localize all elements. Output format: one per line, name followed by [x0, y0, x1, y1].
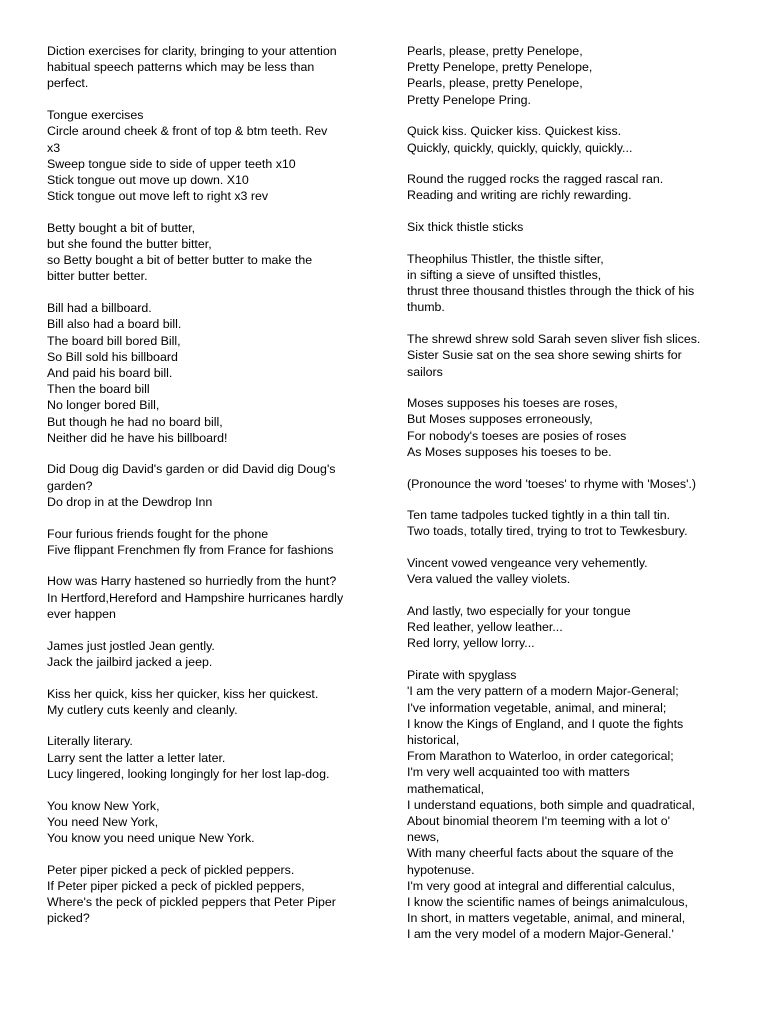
text-line: Vera valued the valley violets.	[407, 572, 571, 587]
text-line: ever happen	[47, 606, 116, 621]
paragraph	[47, 220, 367, 285]
text-line: Sister Susie sat on the sea shore sewing shirts for	[407, 348, 682, 363]
text-line: picked?	[47, 911, 90, 926]
paragraph	[47, 300, 367, 446]
text-line: but she found the butter bitter,	[47, 237, 212, 252]
text-line: Where's the peck of pickled peppers that Peter Piper	[47, 895, 336, 910]
text-line: And lastly, two especially for your tongue	[407, 604, 631, 619]
text-line: The shrewd shrew sold Sarah seven sliver fish slices.	[407, 332, 701, 347]
text-line: 'I am the very pattern of a modern Major-General;	[407, 684, 679, 699]
text-line: hypotenuse.	[407, 862, 475, 877]
paragraph	[407, 251, 725, 316]
text-line: Red leather, yellow leather...	[407, 620, 563, 635]
paragraph	[407, 219, 725, 235]
text-line: Reading and writing are richly rewarding.	[407, 188, 632, 203]
text-line: Quick kiss. Quicker kiss. Quickest kiss.	[407, 124, 622, 139]
text-line: Theophilus Thistler, the thistle sifter,	[407, 251, 604, 266]
text-line: In short, in matters vegetable, animal, and mineral,	[407, 911, 686, 926]
text-line: Four furious friends fought for the phone	[47, 526, 269, 541]
text-line: But Moses supposes erroneously,	[407, 412, 593, 427]
paragraph	[407, 395, 725, 460]
text-line: But though he had no board bill,	[47, 414, 223, 429]
text-line: The board bill bored Bill,	[47, 333, 181, 348]
text-line: Did Doug dig David's garden or did David dig Doug's	[47, 462, 336, 477]
text-line: Stick tongue out move left to right x3 rev	[47, 189, 269, 204]
right-column	[407, 43, 725, 958]
text-line: Ten tame tadpoles tucked tightly in a thin tall tin.	[407, 508, 671, 523]
text-line: x3	[47, 140, 61, 155]
paragraph	[47, 733, 367, 782]
paragraph	[407, 43, 725, 108]
text-line: You need New York,	[47, 814, 159, 829]
text-line: Stick tongue out move up down. X10	[47, 172, 249, 187]
text-line: Round the rugged rocks the ragged rascal ran.	[407, 172, 664, 187]
paragraph	[47, 43, 367, 92]
left-column	[47, 43, 367, 942]
text-line: Jack the jailbird jacked a jeep.	[47, 654, 213, 669]
text-line: Six thick thistle sticks	[407, 220, 524, 235]
paragraph	[407, 476, 725, 492]
text-line: And paid his board bill.	[47, 365, 173, 380]
text-line: historical,	[407, 733, 460, 747]
text-line: in sifting a sieve of unsifted thistles,	[407, 268, 602, 283]
text-line: news,	[407, 830, 440, 845]
text-line: I know the Kings of England, and I quote the fights	[407, 716, 684, 731]
text-line: Do drop in at the Dewdrop Inn	[47, 494, 213, 509]
text-line: Pirate with spyglass	[407, 668, 517, 683]
text-line: garden?	[47, 478, 93, 493]
text-line: About binomial theorem I'm teeming with a lot o'	[407, 814, 670, 829]
text-line: No longer bored Bill,	[47, 398, 160, 413]
text-line: I know the scientific names of beings animalculous,	[407, 895, 688, 910]
text-line: You know you need unique New York.	[47, 830, 255, 845]
text-line: In Hertford,Hereford and Hampshire hurricanes hardly	[47, 590, 344, 605]
text-line: Then the board bill	[47, 382, 150, 397]
text-line: Bill had a billboard.	[47, 301, 152, 316]
text-line: Diction exercises for clarity, bringing to your attention	[47, 44, 337, 58]
text-line: Lucy lingered, looking longingly for her lost lap-dog.	[47, 766, 330, 781]
text-line: Pretty Penelope, pretty Penelope,	[407, 60, 593, 75]
text-line: As Moses supposes his toeses to be.	[407, 444, 612, 459]
text-line: Literally literary.	[47, 734, 133, 749]
text-line: so Betty bought a bit of better butter to make the	[47, 253, 313, 268]
text-line: I'm very good at integral and differential calculus,	[407, 878, 675, 893]
text-line: (Pronounce the word 'toeses' to rhyme with 'Moses'.)	[407, 476, 697, 491]
paragraph	[47, 461, 367, 510]
paragraph	[47, 573, 367, 622]
text-line: Pearls, please, pretty Penelope,	[407, 76, 583, 91]
text-line: Vincent vowed vengeance very vehemently.	[407, 556, 648, 571]
paragraph	[47, 638, 367, 670]
text-line: Two toads, totally tired, trying to trot to Tewkesbury.	[407, 524, 688, 539]
text-line: Pretty Penelope Pring.	[407, 92, 531, 107]
text-line: Moses supposes his toeses are roses,	[407, 396, 618, 411]
paragraph	[47, 526, 367, 558]
text-line: Tongue exercises	[47, 108, 144, 123]
text-line: I've information vegetable, animal, and mineral;	[407, 700, 667, 715]
paragraph	[407, 171, 725, 203]
text-line: From Marathon to Waterloo, in order categorical;	[407, 749, 674, 764]
text-line: sailors	[407, 364, 443, 379]
text-line: Pearls, please, pretty Penelope,	[407, 44, 583, 58]
paragraph	[407, 667, 725, 942]
text-line: Quickly, quickly, quickly, quickly, quickly...	[407, 140, 633, 155]
paragraph	[47, 798, 367, 847]
text-line: thumb.	[407, 300, 445, 315]
text-line: perfect.	[47, 76, 89, 91]
text-line: mathematical,	[407, 781, 485, 796]
text-line: Kiss her quick, kiss her quicker, kiss her quickest.	[47, 686, 319, 701]
text-line: Betty bought a bit of butter,	[47, 220, 196, 235]
text-line: You know New York,	[47, 798, 160, 813]
text-line: habitual speech patterns which may be less than	[47, 60, 315, 75]
text-line: I'm very well acquainted too with matters	[407, 765, 630, 780]
text-line: I am the very model of a modern Major-General.'	[407, 927, 674, 942]
text-line: James just jostled Jean gently.	[47, 638, 215, 653]
text-line: Bill also had a board bill.	[47, 317, 182, 332]
text-line: Neither did he have his billboard!	[47, 430, 228, 445]
text-line: Sweep tongue side to side of upper teeth x10	[47, 156, 296, 171]
paragraph	[47, 686, 367, 718]
text-line: Larry sent the latter a letter later.	[47, 750, 226, 765]
text-line: Peter piper picked a peck of pickled peppers.	[47, 862, 295, 877]
text-line: If Peter piper picked a peck of pickled peppers,	[47, 878, 305, 893]
text-line: Red lorry, yellow lorry...	[407, 636, 535, 651]
text-line: bitter butter better.	[47, 269, 148, 284]
text-line: Five flippant Frenchmen fly from France for fashions	[47, 542, 334, 557]
paragraph	[407, 603, 725, 652]
text-line: For nobody's toeses are posies of roses	[407, 428, 627, 443]
text-line: thrust three thousand thistles through the thick of his	[407, 284, 695, 299]
paragraph	[407, 555, 725, 587]
paragraph	[47, 862, 367, 927]
text-line: I understand equations, both simple and quadratical,	[407, 797, 695, 812]
text-line: So Bill sold his billboard	[47, 349, 178, 364]
text-line: With many cheerful facts about the square of the	[407, 846, 674, 861]
text-line: My cutlery cuts keenly and cleanly.	[47, 702, 238, 717]
paragraph	[407, 507, 725, 539]
paragraph	[407, 331, 725, 380]
text-line: How was Harry hastened so hurriedly from the hunt?	[47, 574, 337, 589]
text-line: Circle around cheek & front of top & btm teeth. Rev	[47, 124, 328, 139]
paragraph	[407, 123, 725, 155]
paragraph	[47, 107, 367, 204]
